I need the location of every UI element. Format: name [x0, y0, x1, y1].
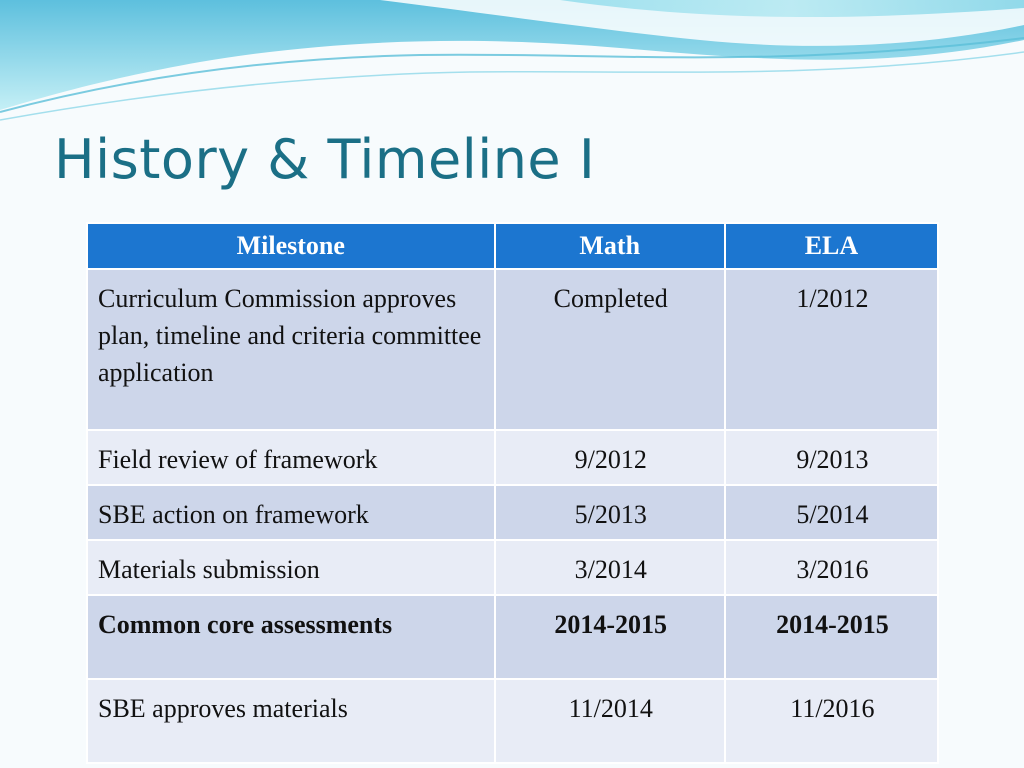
milestone-cell: Field review of framework	[87, 430, 495, 485]
table-row	[87, 485, 938, 540]
ela-cell: 1/2012	[725, 269, 938, 430]
table-header-row	[87, 223, 938, 269]
ela-cell: 9/2013	[725, 430, 938, 485]
milestone-cell: Curriculum Commission approves plan, timeline and criteria committee application	[87, 269, 495, 430]
math-cell: 11/2014	[495, 679, 725, 763]
ela-cell: 5/2014	[725, 485, 938, 540]
table-row	[87, 679, 938, 763]
ela-cell: 3/2016	[725, 540, 938, 595]
header-math: Math	[495, 223, 725, 269]
table-row	[87, 540, 938, 595]
math-cell: Completed	[495, 269, 725, 430]
header-milestone: Milestone	[87, 223, 495, 269]
table-row	[87, 430, 938, 485]
milestone-cell: SBE action on framework	[87, 485, 495, 540]
slide-title: History & Timeline I	[54, 128, 596, 191]
math-cell: 2014-2015	[495, 595, 725, 679]
milestone-cell: Materials submission	[87, 540, 495, 595]
ela-cell: 11/2016	[725, 679, 938, 763]
table-row	[87, 595, 938, 679]
ela-cell: 2014-2015	[725, 595, 938, 679]
timeline-table	[86, 222, 939, 764]
math-cell: 5/2013	[495, 485, 725, 540]
math-cell: 9/2012	[495, 430, 725, 485]
milestone-cell: Common core assessments	[87, 595, 495, 679]
table-row	[87, 269, 938, 430]
decorative-wave-banner	[0, 0, 1024, 130]
header-ela: ELA	[725, 223, 938, 269]
math-cell: 3/2014	[495, 540, 725, 595]
milestone-cell: SBE approves materials	[87, 679, 495, 763]
